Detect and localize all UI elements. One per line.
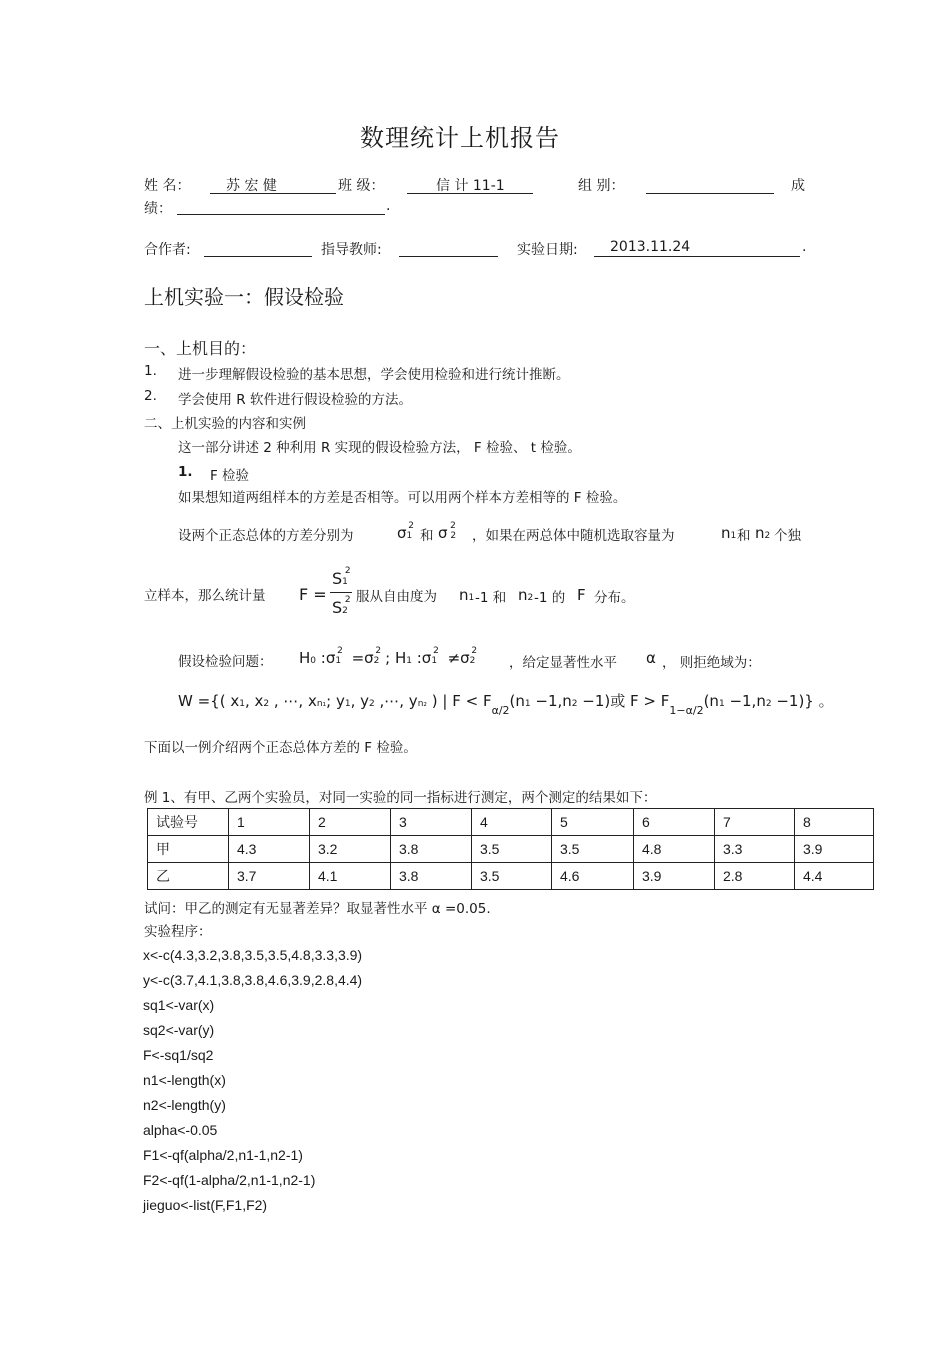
table-cell: 3 <box>391 809 472 836</box>
n2-symbol: n2 <box>755 524 771 542</box>
code-line: n2<-length(y) <box>143 1097 226 1113</box>
class-label: 班 级： <box>338 178 385 194</box>
partner-label: 合作者: <box>144 242 191 258</box>
section1-item-1-text: 进一步理解假设检验的基本思想，学会使用检验和进行统计推断。 <box>178 367 570 383</box>
table-cell: 6 <box>634 809 715 836</box>
grade-period: . <box>386 198 391 214</box>
n2-symbol-2: n2 <box>518 586 534 604</box>
table-cell: 3.9 <box>795 836 874 863</box>
section1-item-1-num: 1. <box>144 363 157 379</box>
table-cell: 7 <box>715 809 795 836</box>
table-cell: 3.8 <box>391 836 472 863</box>
f-equals: F = <box>299 585 327 604</box>
table-cell: 乙 <box>148 863 229 890</box>
date-value: 2013.11.24 <box>610 239 691 255</box>
page-title: 数理统计上机报告 <box>360 124 560 152</box>
para2-and-2: 和 <box>737 528 751 544</box>
grade-label-1: 成 <box>791 178 805 194</box>
table-cell: 3.7 <box>229 863 310 890</box>
para2-text-b: ，如果在两总体中随机选取容量为 <box>472 528 675 544</box>
section2-heading: 二、上机实验的内容和实例 <box>144 416 306 432</box>
code-line: sq1<-var(x) <box>143 997 215 1013</box>
subsection-title: F 检验 <box>210 468 250 484</box>
code-line: alpha<-0.05 <box>143 1122 218 1138</box>
table-cell: 甲 <box>148 836 229 863</box>
para3-text-d: -1 的 <box>534 590 566 606</box>
code-line: F<-sq1/sq2 <box>143 1047 214 1063</box>
teacher-underline <box>399 256 498 257</box>
experiment-title: 上机实验一：假设检验 <box>144 285 344 309</box>
para4-text-c: ， 则拒绝域为： <box>662 655 761 671</box>
table-cell: 4.8 <box>634 836 715 863</box>
example-question: 试问：甲乙的测定有无显著差异？取显著性水平 α =0.05. <box>144 901 491 917</box>
table-cell: 4.6 <box>552 863 634 890</box>
section2-intro: 这一部分讲述 2 种利用 R 实现的假设检验方法， F 检验、 t 检验。 <box>178 440 581 456</box>
f-symbol: F <box>577 586 586 604</box>
example-intro: 例 1、有甲、乙两个实验员，对同一实验的同一指标进行测定，两个测定的结果如下： <box>144 790 657 806</box>
grade-label-2: 绩： <box>144 201 172 217</box>
table-cell: 1 <box>229 809 310 836</box>
para5: 下面以一例介绍两个正态总体方差的 F 检验。 <box>144 740 417 756</box>
group-label: 组 别： <box>578 178 625 194</box>
section1-heading: 一、上机目的： <box>144 339 257 358</box>
sigma1-squared: $\sigma 1^2$ <box>397 521 414 542</box>
section1-item-2-text: 学会使用 R 软件进行假设检验的方法。 <box>178 392 412 408</box>
name-value: 苏 宏 健 <box>226 178 277 194</box>
table-cell: 4.1 <box>310 863 391 890</box>
table-cell: 4.3 <box>229 836 310 863</box>
hypothesis-formula: H0 $:\sigma 1^2 =\sigma 2^2$ ; H1 $:\sigma 1^2 \ne\sigma 2^2$ <box>299 646 478 667</box>
fraction-bar <box>330 592 352 593</box>
sigma2-squared: σ $2^2$ <box>438 521 457 542</box>
table-cell: 4 <box>472 809 552 836</box>
para3-text-c: -1 和 <box>475 590 507 606</box>
table-cell: 5 <box>552 809 634 836</box>
teacher-label: 指导教师: <box>321 242 382 258</box>
class-value: 信 计 11-1 <box>436 178 505 194</box>
n1-symbol-2: n1 <box>459 586 475 604</box>
name-underline <box>210 193 336 194</box>
code-line: F1<-qf(alpha/2,n1-1,n2-1) <box>143 1147 303 1163</box>
program-label: 实验程序： <box>144 924 212 940</box>
code-line: sq2<-var(y) <box>143 1022 215 1038</box>
partner-underline <box>204 256 312 257</box>
table-header-row <box>148 809 874 836</box>
code-line: x<-c(4.3,3.2,3.8,3.5,3.5,4.8,3.3,3.9) <box>143 947 363 963</box>
section1-item-2-num: 2. <box>144 388 157 404</box>
para3-text-e: 分布。 <box>594 590 635 606</box>
table-cell: 4.4 <box>795 863 874 890</box>
table-cell: 3.5 <box>472 863 552 890</box>
table-row <box>148 863 874 890</box>
table-row <box>148 836 874 863</box>
para-ftest-intro: 如果想知道两组样本的方差是否相等。可以用两个样本方差相等的 F 检验。 <box>178 490 627 506</box>
para2-text-d: 个独 <box>774 528 801 544</box>
group-underline <box>646 193 774 194</box>
data-table <box>147 808 874 890</box>
code-line: y<-c(3.7,4.1,3.8,3.8,4.6,3.9,2.8,4.4) <box>143 972 363 988</box>
table-cell: 3.5 <box>472 836 552 863</box>
table-cell: 3.3 <box>715 836 795 863</box>
table-cell: 3.5 <box>552 836 634 863</box>
class-underline <box>407 193 533 194</box>
code-line: jieguo<-list(F,F1,F2) <box>143 1197 268 1213</box>
code-line: F2<-qf(1-alpha/2,n1-1,n2-1) <box>143 1172 316 1188</box>
date-underline <box>594 256 800 257</box>
name-label: 姓 名： <box>144 178 191 194</box>
grade-underline <box>177 214 385 215</box>
para3-text-b: 服从自由度为 <box>356 589 437 605</box>
table-cell: 3.9 <box>634 863 715 890</box>
s1-squared: $S1^2$ <box>332 566 351 588</box>
date-label: 实验日期: <box>517 242 578 258</box>
table-cell: 2.8 <box>715 863 795 890</box>
table-cell: 2 <box>310 809 391 836</box>
subsection-num: 1. <box>178 464 193 480</box>
table-cell: 3.8 <box>391 863 472 890</box>
n1-symbol: n1 <box>721 524 737 542</box>
table-cell: 试验号 <box>148 809 229 836</box>
code-line: n1<-length(x) <box>143 1072 226 1088</box>
table-cell: 8 <box>795 809 874 836</box>
para3-text-a: 立样本，那么统计量 <box>144 588 266 604</box>
para4-text-b: ，给定显著性水平 <box>509 655 617 671</box>
para4-text-a: 假设检验问题： <box>178 654 273 670</box>
date-period: . <box>802 239 807 255</box>
s2-squared: $S2^2$ <box>332 595 351 617</box>
rejection-region-formula: W ={( x1, x2 , ⋯, xn₁; y1, y2 ,⋯, yn₂ ) | $F < F_{\alpha/2}(n1 -1,n2 -1)$或 $F > F_{1-\alpha/2}(n1 -1,n2 -1)$} 。 <box>178 692 834 717</box>
table-cell: 3.2 <box>310 836 391 863</box>
para2-and: 和 <box>420 528 434 544</box>
para2-text-a: 设两个正态总体的方差分别为 <box>178 528 354 544</box>
alpha-symbol: α <box>646 649 656 667</box>
